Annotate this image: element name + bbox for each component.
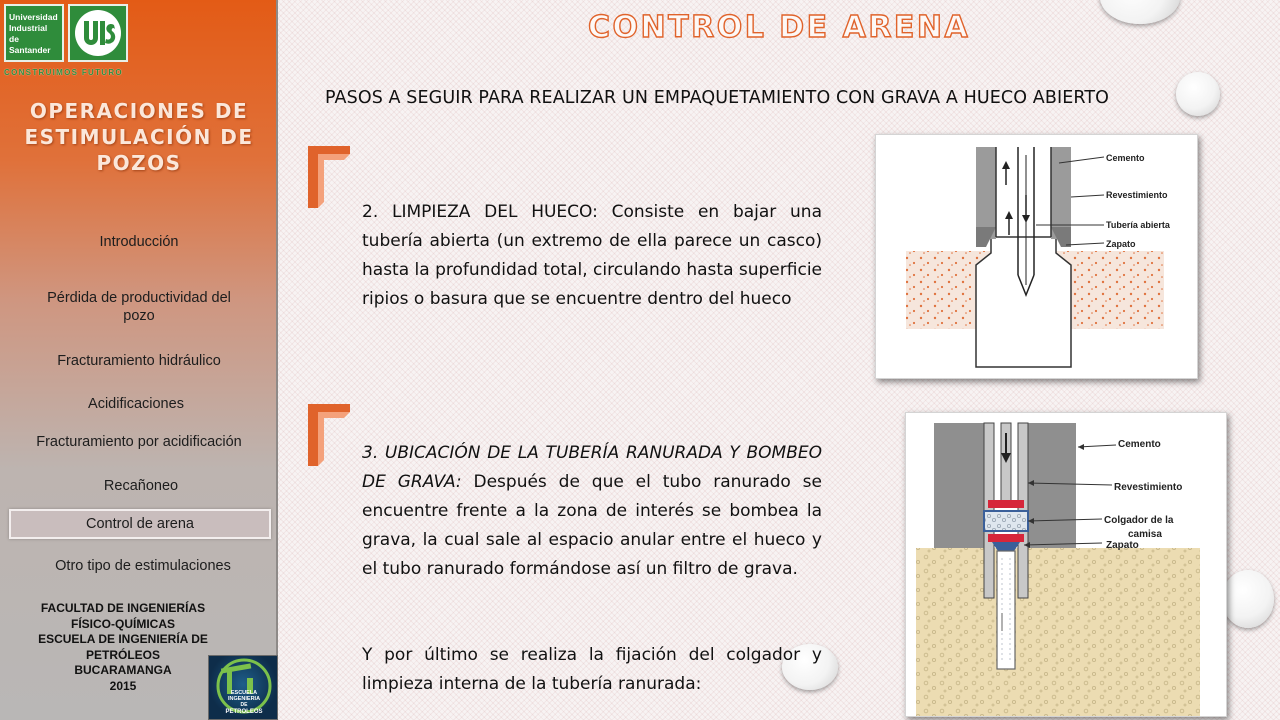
nav-item-fracturamiento-acidificacion[interactable]: Fracturamiento por acidificación xyxy=(36,434,242,450)
school-logo-word: INGENIERIA xyxy=(227,696,261,702)
label-revestimiento: Revestimiento xyxy=(1106,190,1168,200)
label-zapato: Zapato xyxy=(1106,540,1139,551)
slotted-liner-diagram xyxy=(905,412,1227,717)
faculty-line: FÍSICO-QUÍMICAS xyxy=(71,616,175,631)
oil-pump-icon xyxy=(209,656,278,720)
page-title: CONTROL DE ARENA xyxy=(588,10,971,45)
label-tuberia-abierta: Tubería abierta xyxy=(1106,220,1170,230)
label-colgador: Colgador de la xyxy=(1104,515,1174,526)
petroleum-school-logo xyxy=(208,655,278,720)
faculty-line: ESCUELA DE INGENIERÍA DE xyxy=(38,632,208,646)
closing-text: Y por último se realiza la fijación del colgador y limpieza interna de la tubería ranurada: xyxy=(362,645,822,694)
faculty-line: 2015 xyxy=(109,678,137,693)
bracket-icon xyxy=(306,402,350,466)
faculty-info xyxy=(12,601,234,694)
label-revestimiento: Revestimiento xyxy=(1114,482,1183,493)
wellbore-diagram-1 xyxy=(876,135,1197,378)
nav-item-otro-tipo[interactable]: Otro tipo de estimulaciones xyxy=(55,558,231,574)
label-cemento: Cemento xyxy=(1106,153,1145,163)
decorative-bubble xyxy=(1100,0,1180,24)
uis-mark-icon xyxy=(73,8,123,58)
nav-item-introduccion[interactable]: Introducción xyxy=(99,234,179,250)
school-logo-word: PETROLEOS xyxy=(225,709,263,715)
school-logo-word: DE xyxy=(240,702,248,708)
step-3-paragraph xyxy=(362,439,822,584)
step-3-text: Después de que el tubo ranurado se encuentre frente a la zona de interés se bombea la grava, la cual sale al espacio anular entre el hueco y el tubo ranurado formándose así un filtro de grava. xyxy=(362,472,822,579)
nav-item-perdida-productividad[interactable]: Pérdida de productividad del pozo xyxy=(47,290,231,324)
wellbore-diagram-2 xyxy=(906,413,1226,716)
step-2-text: 2. LIMPIEZA DEL HUECO: Consiste en bajar una tubería abierta (un extremo de ella parece un casco) hasta la profundidad total, circulando hasta superficie ripios o basura que se encuentre dentro del hueco xyxy=(362,202,822,309)
label-camisa: camisa xyxy=(1128,529,1162,540)
uis-logo-icon xyxy=(68,4,128,62)
nav-item-fracturamiento-hidraulico[interactable]: Fracturamiento hidráulico xyxy=(57,353,221,369)
faculty-line: PETRÓLEOS xyxy=(85,647,160,662)
university-name-logo xyxy=(4,4,64,62)
faculty-line: FACULTAD DE INGENIERÍAS xyxy=(40,601,206,615)
nav-item-acidificaciones[interactable]: Acidificaciones xyxy=(88,396,184,412)
logo-tagline: CONSTRUIMOS FUTURO xyxy=(4,68,123,77)
label-zapato: Zapato xyxy=(1106,239,1136,249)
step-3-lead: 3. UBICACIÓN DE LA TUBERÍA RANURADA Y BOMBEO DE GRAVA: xyxy=(362,443,822,492)
page-subtitle: PASOS A SEGUIR PARA REALIZAR UN EMPAQUETAMIENTO CON GRAVA A HUECO ABIERTO xyxy=(325,88,1110,108)
nav-item-recanoneo[interactable]: Recañoneo xyxy=(103,478,179,494)
section-title xyxy=(0,98,278,176)
faculty-line: BUCARAMANGA xyxy=(74,663,172,677)
decorative-bubble xyxy=(1222,570,1274,628)
open-pipe-diagram xyxy=(875,134,1198,379)
school-logo-word: ESCUELA xyxy=(230,690,258,696)
bracket-icon xyxy=(306,144,350,208)
label-cemento: Cemento xyxy=(1118,439,1161,450)
university-name: Universidad Industrial de Santander xyxy=(9,12,58,55)
nav-item-control-de-arena[interactable]: Control de arena xyxy=(9,509,271,539)
sidebar xyxy=(0,0,278,720)
section-title-text: OPERACIONES DE ESTIMULACIÓN DE POZOS xyxy=(24,99,254,175)
